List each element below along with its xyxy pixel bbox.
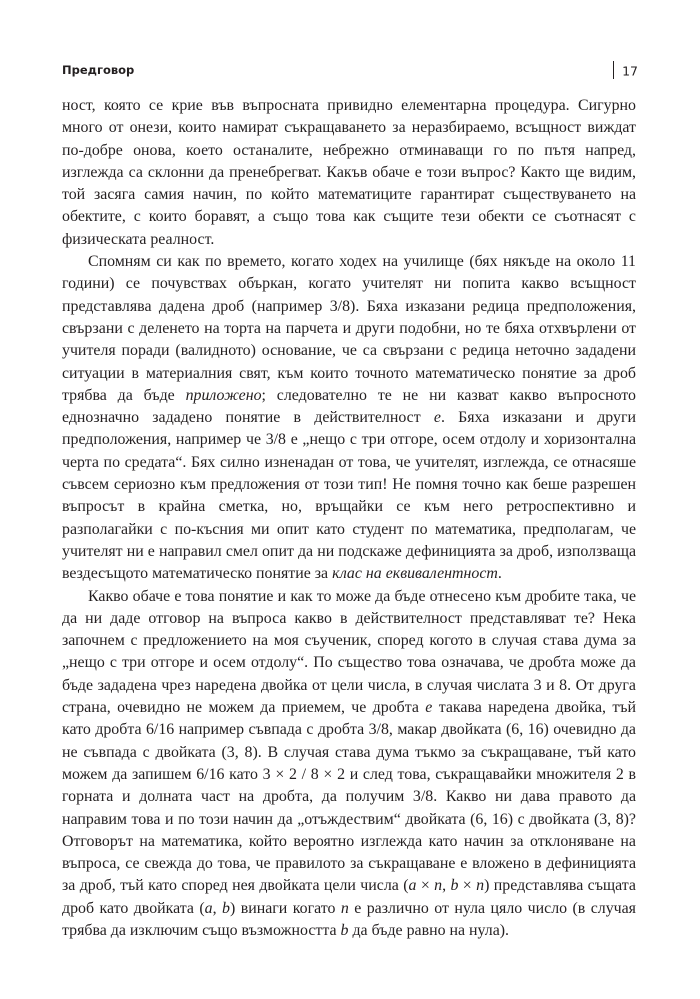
- paragraph-2-text-c: . Бяха изказани и други предположения, например че 3/8 е „нещо с три отгоре, осем отдолу и хоризонтална черта по средата“. Бях силно изненадан от това, че учителят, изглежда, се отнасяше съвсем сериозно към предложения от този тип! Не помня точно как беше разрешен въпросът в крайна сметка, но, връщайки се към него ретроспективно и разполагайки с по-късния ми опит като студент по математика, предполагам, че учителят ни е направил смел опит да ни подскаже дефиницията за дроб, използваща вездесъщото математическо понятие за: [62, 409, 636, 583]
- paragraph-3-text-a: Какво обаче е това понятие и как то може да бъде отнесено към дробите така, че да ни даде отговор на въпроса какво в действителност представляват те? Нека започнем с предложението на моя съученик, според когото в случая става дума за „нещо с три отгоре и осем отдолу“. По същество това означава, че дробта може да бъде зададена чрез наредена двойка от цели числа, в случая числата 3 и 8. От друга страна, очевидно не можем да приемем, че дробта: [62, 587, 636, 717]
- paragraph-3-text-i: е различно от нула цяло число (в случая трябва да изключим също възможността: [62, 899, 636, 939]
- emphasis-equivalence-class: клас на еквивалентност: [332, 565, 498, 583]
- math-var-n-2: n: [476, 877, 485, 895]
- paragraph-3-text-e: ×: [458, 877, 477, 895]
- body-text: [62, 95, 636, 942]
- section-title: Предговор: [62, 63, 135, 77]
- page-number: 17: [622, 63, 638, 79]
- emphasis-applied: приложено: [185, 386, 262, 404]
- paragraph-3-text-c: ×: [416, 877, 435, 895]
- paragraph-2-text-d: .: [497, 565, 502, 583]
- math-var-b-2: b: [222, 899, 230, 917]
- paragraph-2-text-a: Спомням си как по времето, когато ходех на училище (бях някъде на около 11 години) се почувствах объркан, когато учителят ни попита какво всъщност представлява дадена дроб (например 3/8). Бяха изказани редица предположения, свързани с деленето на торта на парчета и други подобни, но те бяха отхвърлени от учителя поради (валидното) основание, че са свързани с редица неточно зададени ситуации в материалния свят, към които точното математическо понятие за дроб трябва да бъде: [62, 253, 636, 404]
- math-var-b: b: [450, 877, 459, 895]
- paragraph-2-text-b: ; следователно те не ни казват какво въпросното еднозначно зададено понятие в действителност: [62, 386, 636, 427]
- paragraph-1: ност, която се крие във въпросната привидно елементарна процедура. Сигурно много от онези, които намират съкращаването за неразбираемо, всъщност виждат по-добре онова, което останалите, небрежно отминаващи го по пътя напред, изглежда са склонни да пренебрегват. Какъв обаче е този въпрос? Както ще видим, той засяга самия начин, по който математиците гарантират съществуването на обектите, с които боравят, а също това как същите тези обекти се съотнасят с физическата реалност.: [62, 97, 636, 248]
- emphasis-is-2: е: [425, 699, 433, 717]
- page-number-block: [613, 63, 638, 81]
- math-var-b-3: b: [340, 921, 349, 939]
- paragraph-2: [62, 251, 636, 585]
- running-header: [62, 61, 638, 85]
- paragraph-3-text-g: ,: [212, 899, 223, 917]
- paragraph-3-text-j: да бъде равно на нула).: [348, 921, 510, 939]
- paragraph-3-text-b: такава наредена двойка, тъй като дробта 6/16 например съвпада с дробта 3/8, макар двойката (6, 16) очевидно да не съвпада с двойката (3, 8). В случая става дума тъкмо за съкращаване, тъй като можем да запишем 6/16 като 3 × 2 / 8 × 2 и след това, съкращавайки множителя 2 в горната и долната част на дробта, да получим 3/8. Какво ни дава правото да направим това и по този начин да „отъждествим“ двойката (6, 16) с двойката (3, 8)? Отговорът на математика, който вероятно изглежда като начин за отклоняване на въпроса, се свежда до това, че правилото за съкращаване е вложено в дефиницията за дроб, тъй като според нея двойката цели числа (: [62, 699, 636, 895]
- math-var-n: n: [434, 877, 443, 895]
- header-divider: [613, 61, 614, 79]
- math-var-a-2: a: [204, 899, 213, 917]
- paragraph-3-text-h: ) винаги когато: [229, 899, 341, 917]
- math-var-a: a: [408, 877, 417, 895]
- paragraph-3-text-d: ,: [442, 877, 451, 895]
- emphasis-is: е: [433, 409, 441, 427]
- paragraph-3-text-f: ) представлява същата дроб като двойката (: [62, 877, 636, 917]
- math-var-n-3: n: [340, 899, 349, 917]
- paragraph-3: [62, 586, 636, 943]
